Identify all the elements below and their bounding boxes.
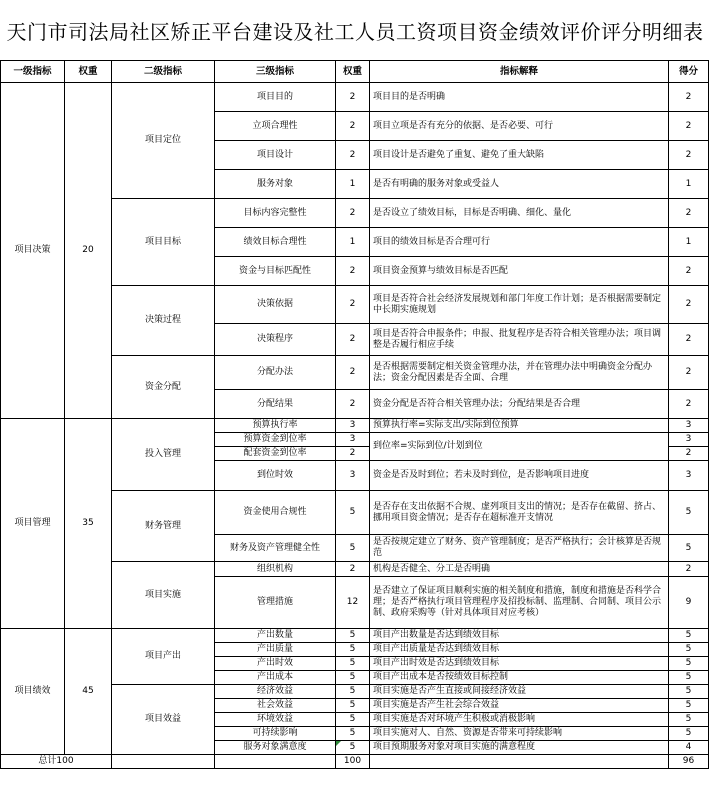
item-name[interactable]: 经济效益 — [215, 685, 336, 699]
table-row — [1, 83, 709, 112]
group-name[interactable]: 项目实施 — [112, 562, 215, 629]
item-score[interactable]: 1 — [669, 228, 709, 257]
group-name[interactable]: 项目效益 — [112, 685, 215, 755]
item-desc[interactable]: 是否设立了绩效目标，目标是否明确、细化、量化 — [370, 199, 669, 228]
item-weight[interactable]: 5 — [336, 491, 370, 535]
item-weight[interactable]: 12 — [336, 577, 370, 629]
item-desc[interactable]: 项目实施是否对环境产生积极或消极影响 — [370, 713, 669, 727]
header-level3[interactable]: 三级指标 — [215, 61, 336, 83]
section-name[interactable]: 项目管理 — [1, 419, 65, 629]
item-name[interactable]: 财务及资产管理健全性 — [215, 535, 336, 562]
item-name[interactable]: 决策依据 — [215, 286, 336, 324]
item-score[interactable]: 2 — [669, 286, 709, 324]
item-weight[interactable]: 5 — [336, 535, 370, 562]
item-desc[interactable]: 项目实施是否产生直接或间接经济效益 — [370, 685, 669, 699]
item-score[interactable]: 5 — [669, 671, 709, 685]
item-name[interactable]: 分配结果 — [215, 390, 336, 419]
header-weight3[interactable]: 权重 — [336, 61, 370, 83]
header-explanation[interactable]: 指标解释 — [370, 61, 669, 83]
item-desc[interactable]: 项目产出时效是否达到绩效目标 — [370, 657, 669, 671]
group-name[interactable]: 资金分配 — [112, 356, 215, 419]
item-weight[interactable]: 2 — [336, 390, 370, 419]
item-score[interactable]: 5 — [669, 629, 709, 643]
item-desc[interactable]: 项目产出成本是否按绩效目标控制 — [370, 671, 669, 685]
item-score[interactable]: 5 — [669, 727, 709, 741]
item-score[interactable]: 1 — [669, 170, 709, 199]
item-name[interactable]: 目标内容完整性 — [215, 199, 336, 228]
item-weight[interactable]: 5 — [336, 685, 370, 699]
item-desc[interactable]: 是否有明确的服务对象或受益人 — [370, 170, 669, 199]
item-name[interactable]: 服务对象满意度 — [215, 741, 336, 755]
item-desc[interactable]: 项目立项是否有充分的依据、是否必要、可行 — [370, 112, 669, 141]
item-desc[interactable]: 项目的绩效目标是否合理可行 — [370, 228, 669, 257]
section-name[interactable]: 项目绩效 — [1, 629, 65, 755]
item-score[interactable]: 2 — [669, 390, 709, 419]
item-name[interactable]: 绩效目标合理性 — [215, 228, 336, 257]
item-desc[interactable]: 项目产出质量是否达到绩效目标 — [370, 643, 669, 657]
section-weight[interactable]: 45 — [65, 629, 112, 755]
total-score[interactable]: 96 — [669, 755, 709, 769]
item-desc[interactable]: 项目实施对人、自然、资源是否带来可持续影响 — [370, 727, 669, 741]
item-weight[interactable]: 2 — [336, 562, 370, 577]
group-name[interactable]: 决策过程 — [112, 286, 215, 356]
item-weight[interactable]: 5 — [336, 713, 370, 727]
item-name[interactable]: 产出成本 — [215, 671, 336, 685]
section-name[interactable]: 项目决策 — [1, 83, 65, 419]
item-name[interactable]: 立项合理性 — [215, 112, 336, 141]
item-desc[interactable]: 预算执行率=实际支出/实际到位预算 — [370, 419, 669, 433]
item-desc[interactable]: 项目实施是否产生社会综合效益 — [370, 699, 669, 713]
total-empty-cell[interactable] — [370, 755, 669, 769]
item-desc[interactable]: 项目资金预算与绩效目标是否匹配 — [370, 257, 669, 286]
item-desc[interactable]: 是否存在支出依据不合规、虚列项目支出的情况；是否存在截留、挤占、挪用项目资金情况；是否存在超标准开支情况 — [370, 491, 669, 535]
score-table — [0, 60, 709, 769]
table-row — [1, 419, 709, 433]
total-empty-cell[interactable] — [215, 755, 336, 769]
item-score[interactable]: 5 — [669, 713, 709, 727]
item-weight[interactable]: 1 — [336, 170, 370, 199]
item-score[interactable]: 2 — [669, 257, 709, 286]
item-desc[interactable]: 机构是否健全、分工是否明确 — [370, 562, 669, 577]
item-desc[interactable]: 项目是否符合社会经济发展规划和部门年度工作计划；是否根据需要制定中长期实施规划 — [370, 286, 669, 324]
item-desc[interactable]: 是否根据需要制定相关资金管理办法，并在管理办法中明确资金分配办法；资金分配因素是否全面、合理 — [370, 356, 669, 390]
item-weight[interactable]: 3 — [336, 433, 370, 447]
table-row — [1, 629, 709, 643]
item-name[interactable]: 组织机构 — [215, 562, 336, 577]
group-name[interactable]: 项目定位 — [112, 83, 215, 199]
item-weight[interactable]: 2 — [336, 141, 370, 170]
item-score[interactable]: 3 — [669, 461, 709, 491]
item-score[interactable]: 2 — [669, 141, 709, 170]
item-name[interactable]: 资金使用合规性 — [215, 491, 336, 535]
item-name[interactable]: 管理措施 — [215, 577, 336, 629]
item-weight[interactable]: 3 — [336, 461, 370, 491]
item-score[interactable]: 2 — [669, 83, 709, 112]
item-desc[interactable]: 资金分配是否符合相关管理办法；分配结果是否合理 — [370, 390, 669, 419]
group-name[interactable]: 财务管理 — [112, 491, 215, 562]
header-score[interactable]: 得分 — [669, 61, 709, 83]
item-desc[interactable]: 项目是否符合申报条件；申报、批复程序是否符合相关管理办法；项目调整是否履行相应手续 — [370, 324, 669, 356]
item-weight[interactable]: 2 — [336, 324, 370, 356]
item-score[interactable]: 5 — [669, 657, 709, 671]
item-desc[interactable]: 是否建立了保证项目顺利实施的相关制度和措施，制度和措施是否科学合理；是否严格执行项目管理程序及招投标制、监理制、合同制、项目公示制、政府采购等（针对具体项目对应考核） — [370, 577, 669, 629]
item-name[interactable]: 产出时效 — [215, 657, 336, 671]
item-desc[interactable]: 项目目的是否明确 — [370, 83, 669, 112]
group-name[interactable]: 项目目标 — [112, 199, 215, 286]
item-name[interactable]: 社会效益 — [215, 699, 336, 713]
header-row — [1, 61, 709, 83]
header-weight1[interactable]: 权重 — [65, 61, 112, 83]
item-score[interactable]: 2 — [669, 112, 709, 141]
item-weight[interactable]: 5 — [336, 657, 370, 671]
item-weight[interactable]: 5 — [336, 699, 370, 713]
item-score[interactable]: 2 — [669, 324, 709, 356]
item-desc[interactable]: 资金是否及时到位；若未及时到位，是否影响项目进度 — [370, 461, 669, 491]
item-name[interactable]: 项目设计 — [215, 141, 336, 170]
section-weight[interactable]: 20 — [65, 83, 112, 419]
table-title: 天门市司法局社区矫正平台建设及社工人员工资项目资金绩效评价评分明细表 — [6, 19, 704, 44]
item-weight[interactable]: 2 — [336, 447, 370, 461]
item-weight[interactable]: 5 — [336, 629, 370, 643]
item-name[interactable]: 预算执行率 — [215, 419, 336, 433]
header-level1[interactable]: 一级指标 — [1, 61, 65, 83]
group-name[interactable]: 投入管理 — [112, 419, 215, 491]
item-name[interactable]: 配套资金到位率 — [215, 447, 336, 461]
item-weight[interactable]: 1 — [336, 228, 370, 257]
item-name[interactable]: 产出质量 — [215, 643, 336, 657]
item-weight[interactable]: 5 — [336, 671, 370, 685]
item-score[interactable]: 5 — [669, 491, 709, 535]
item-score[interactable]: 5 — [669, 685, 709, 699]
item-score[interactable]: 2 — [669, 199, 709, 228]
item-score[interactable]: 5 — [669, 643, 709, 657]
item-name[interactable]: 到位时效 — [215, 461, 336, 491]
item-desc[interactable]: 项目预期服务对象对项目实施的满意程度 — [370, 741, 669, 755]
item-name[interactable]: 预算资金到位率 — [215, 433, 336, 447]
item-name[interactable]: 环境效益 — [215, 713, 336, 727]
item-weight[interactable]: 5 — [336, 643, 370, 657]
item-weight[interactable]: 2 — [336, 257, 370, 286]
item-score[interactable]: 2 — [669, 562, 709, 577]
item-weight[interactable]: 2 — [336, 356, 370, 390]
item-name[interactable]: 服务对象 — [215, 170, 336, 199]
item-score[interactable]: 4 — [669, 741, 709, 755]
total-empty-cell[interactable] — [112, 755, 215, 769]
item-name[interactable]: 可持续影响 — [215, 727, 336, 741]
item-name[interactable]: 资金与目标匹配性 — [215, 257, 336, 286]
item-desc[interactable]: 项目设计是否避免了重复、避免了重大缺陷 — [370, 141, 669, 170]
header-level2[interactable]: 二级指标 — [112, 61, 215, 83]
item-score[interactable]: 3 — [669, 433, 709, 447]
total-row — [1, 755, 709, 769]
item-score[interactable]: 2 — [669, 356, 709, 390]
item-desc[interactable]: 项目产出数量是否达到绩效目标 — [370, 629, 669, 643]
item-score[interactable]: 9 — [669, 577, 709, 629]
total-weight[interactable]: 100 — [336, 755, 370, 769]
total-label[interactable]: 总计100 — [1, 755, 112, 769]
item-weight[interactable]: 5 — [336, 741, 370, 755]
section-weight[interactable]: 35 — [65, 419, 112, 629]
item-desc[interactable]: 到位率=实际到位/计划到位 — [370, 433, 669, 461]
item-name[interactable]: 决策程序 — [215, 324, 336, 356]
item-name[interactable]: 分配办法 — [215, 356, 336, 390]
item-desc[interactable]: 是否按规定建立了财务、资产管理制度；是否严格执行；会计核算是否规范 — [370, 535, 669, 562]
item-weight[interactable]: 3 — [336, 419, 370, 433]
item-name[interactable]: 产出数量 — [215, 629, 336, 643]
item-weight[interactable]: 2 — [336, 286, 370, 324]
item-score[interactable]: 5 — [669, 535, 709, 562]
group-name[interactable]: 项目产出 — [112, 629, 215, 685]
item-score[interactable]: 2 — [669, 447, 709, 461]
item-weight[interactable]: 5 — [336, 727, 370, 741]
item-score[interactable]: 5 — [669, 699, 709, 713]
item-score[interactable]: 3 — [669, 419, 709, 433]
item-weight[interactable]: 2 — [336, 112, 370, 141]
item-name[interactable]: 项目目的 — [215, 83, 336, 112]
item-weight[interactable]: 2 — [336, 199, 370, 228]
item-weight[interactable]: 2 — [336, 83, 370, 112]
